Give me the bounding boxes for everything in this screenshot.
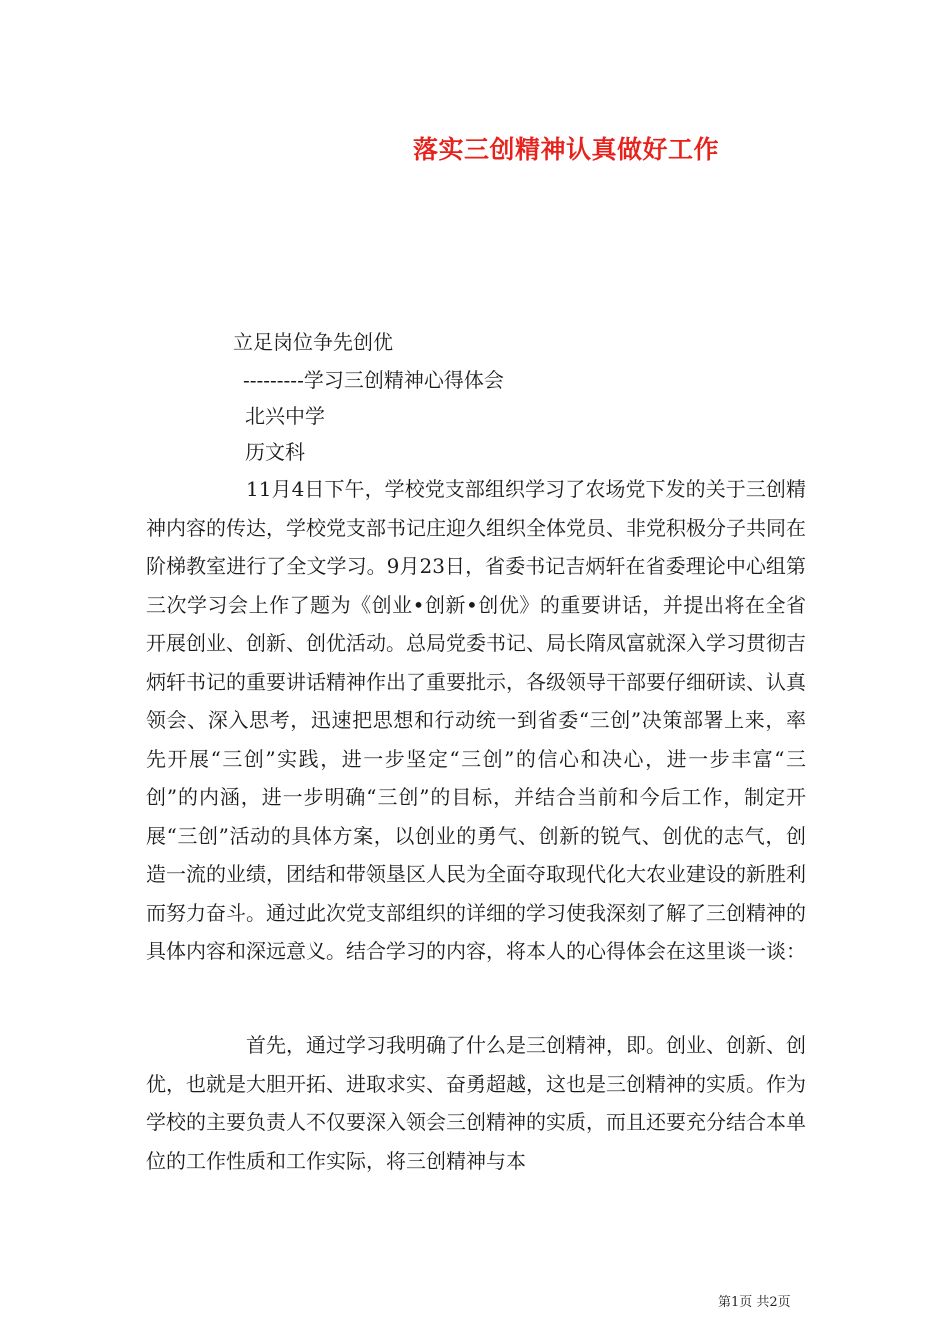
author-name: 历文科	[245, 440, 305, 464]
page-number: 第1页 共2页	[718, 1295, 791, 1310]
subtitle: 立足岗位争先创优	[233, 330, 393, 354]
sub-heading: ---------学习三创精神心得体会	[243, 368, 504, 392]
school-name: 北兴中学	[245, 404, 325, 428]
document-title: 落实三创精神认真做好工作	[413, 135, 720, 164]
paragraph-2: 首先，通过学习我明确了什么是三创精神，即。创业、创新、创优，也就是大胆开拓、进取求实、奋勇超越，这也是三创精神的实质。作为学校的主要负责人不仅要深入领会三创精神的实质，而且还要充分结合本单位的工作性质和工作实际，将三创精神与本	[146, 1033, 806, 1173]
paragraph-1: 11月4日下午，学校党支部组织学习了农场党下发的关于三创精神内容的传达，学校党支部书记庄迎久组织全体党员、非党积极分子共同在阶梯教室进行了全文学习。9月23日，省委书记吉炳轩在省委理论中心组第三次学习会上作了题为《创业•创新•创优》的重要讲话，并提出将在全省开展创业、创新、创优活动。总局党委书记、局长隋凤富就深入学习贯彻吉炳轩书记的重要讲话精神作出了重要批示，各级领导干部要仔细研读、认真领会、深入思考，迅速把思想和行动统一到省委“三创”决策部署上来，率先开展“三创”实践，进一步坚定“三创”的信心和决心，进一步丰富“三创”的内涵，进一步明确“三创”的目标，并结合当前和今后工作，制定开展“三创”活动的具体方案，以创业的勇气、创新的锐气、创优的志气，创造一流的业绩，团结和带领垦区人民为全面夺取现代化大农业建设的新胜利而努力奋斗。通过此次党支部组织的详细的学习使我深刻了解了三创精神的具体内容和深远意义。结合学习的内容，将本人的心得体会在这里谈一谈：	[146, 477, 806, 963]
